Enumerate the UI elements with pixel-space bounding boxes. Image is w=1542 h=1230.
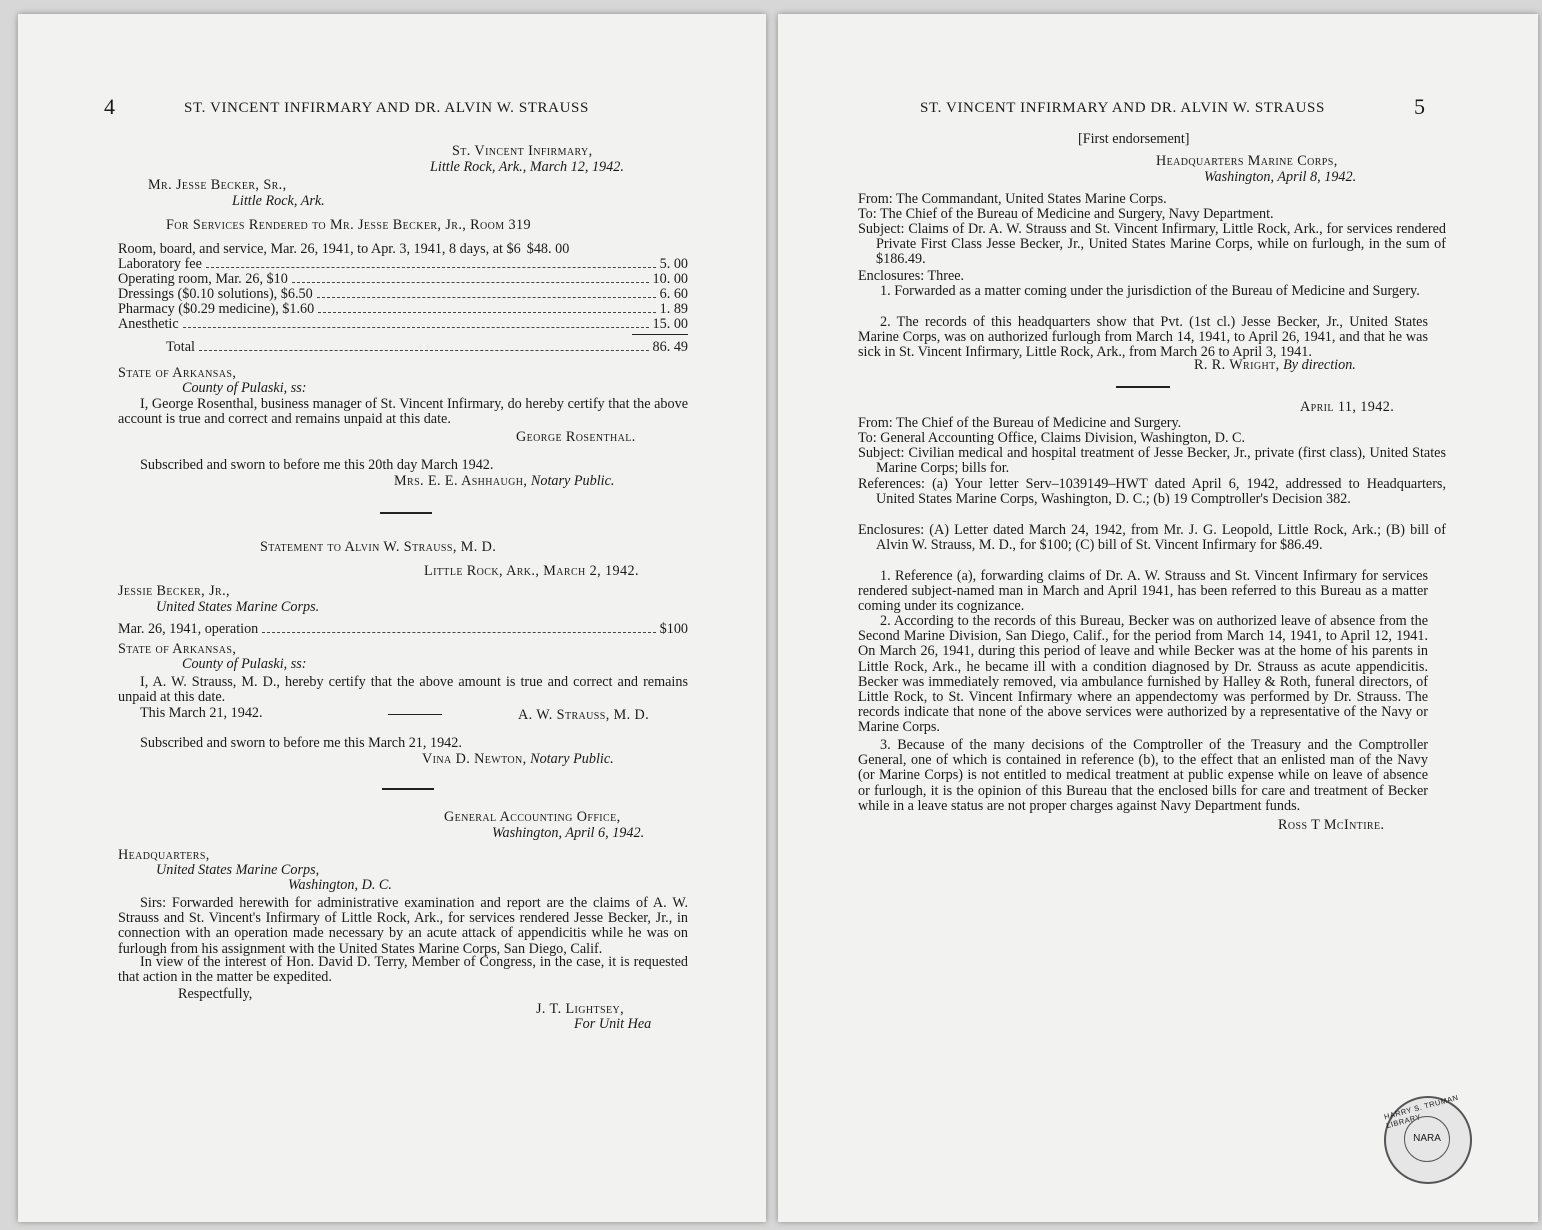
endorsement-label: [First endorsement] bbox=[1078, 131, 1190, 147]
bill-item: Dressings ($0.10 solutions), $6.50 6. 60 bbox=[118, 286, 688, 302]
running-head: ST. VINCENT INFIRMARY AND DR. ALVIN W. STRAUSS bbox=[184, 100, 589, 116]
bill-item: Anesthetic 15. 00 bbox=[118, 316, 688, 332]
endorsement-hq-place-date: Washington, April 8, 1942. bbox=[1204, 169, 1357, 185]
endorsement-to: To: The Chief of the Bureau of Medicine and Surgery, Navy Department. bbox=[858, 206, 1274, 222]
gao-to-line3: Washington, D. C. bbox=[288, 877, 392, 893]
library-stamp bbox=[1383, 1092, 1472, 1184]
gao-closing: Respectfully, bbox=[178, 986, 253, 1002]
gao-from-place-date: Washington, April 6, 1942. bbox=[492, 825, 645, 841]
bill-item: Room, board, and service, Mar. 26, 1941, to Apr. 3, 1941, 8 days, at $6 $48. 00 bbox=[118, 241, 570, 257]
bill-sworn: Subscribed and sworn to before me this 20th day March 1942. bbox=[140, 457, 494, 473]
statement-county: County of Pulaski, ss: bbox=[182, 656, 307, 672]
bill-signature: George Rosenthal. bbox=[516, 429, 636, 445]
bill-certification: I, George Rosenthal, business manager of St. Vincent Infirmary, do hereby certify that the above account is true and correct and remains unpaid at this date. bbox=[118, 396, 688, 428]
endorsement-signature: R. R. Wright, By direction. bbox=[1194, 357, 1356, 373]
statement-patient-name: Jessie Becker, Jr., bbox=[118, 583, 230, 599]
sum-rule bbox=[632, 334, 688, 335]
endorsement-from: From: The Commandant, United States Marine Corps. bbox=[858, 191, 1167, 207]
bumed-references: References: (a) Your letter Serv–1039149–HWT dated April 6, 1942, addressed to Headquarters, United States Marine Corps, Washington, D. C.; (b) 19 Comptroller's Decision 382. bbox=[858, 476, 1446, 508]
signature-rule bbox=[388, 714, 442, 715]
bumed-para1: 1. Reference (a), forwarding claims of Dr. A. W. Strauss and St. Vincent Infirmary for services rendered subject-named man in March and April 1941, has been referred to this Bureau as a matter coming under its cognizance. bbox=[858, 568, 1428, 615]
statement-patient-unit: United States Marine Corps. bbox=[156, 599, 320, 615]
gao-body2: In view of the interest of Hon. David D. Terry, Member of Congress, in the case, it is requested that action in the matter be expedited. bbox=[118, 954, 688, 986]
page-number: 4 bbox=[104, 94, 115, 119]
statement-heading: Statement to Alvin W. Strauss, M. D. bbox=[260, 539, 497, 555]
bumed-enclosures: Enclosures: (A) Letter dated March 24, 1942, from Mr. J. G. Leopold, Little Rock, Ark.; (B) bill of Alvin W. Strauss, M. D., for $100; (C) bill of St. Vincent Infirmary for $86.49. bbox=[858, 522, 1446, 554]
right-page bbox=[778, 14, 1538, 1222]
bumed-para2: 2. According to the records of this Bureau, Becker was on authorized leave of absence from the Second Marine Division, San Diego, Calif., for the period from March 14, 1941, to April 12, 1941. On March 26, 1941, during this period of leave and while Becker was at the home of his parents in Little Rock, Ark., he became ill with a condition diagnosed by Dr. Strauss as acute appendicitis. Becker was immediately removed, via ambulance furnished by Halley & Roth, funeral directors, of Little Rock, to St. Vincent Infirmary where an appendectomy was performed by Dr. Strauss. The records indicate that none of the above services were authorized by a representative of the Navy or Marine Corps. bbox=[858, 613, 1428, 736]
bill-item: Pharmacy ($0.29 medicine), $1.60 1. 89 bbox=[118, 301, 688, 317]
bill-item: Operating room, Mar. 26, $10 10. 00 bbox=[118, 271, 688, 287]
statement-state: State of Arkansas, bbox=[118, 641, 237, 657]
page-number: 5 bbox=[1414, 94, 1425, 119]
bill-county: County of Pulaski, ss: bbox=[182, 380, 307, 396]
statement-signature: A. W. Strauss, M. D. bbox=[518, 707, 650, 723]
gao-signature: J. T. Lightsey, bbox=[536, 1001, 625, 1017]
gao-body1: Sirs: Forwarded herewith for administrative examination and report are the claims of A. W. Strauss and St. Vincent's Infirmary of Little Rock, Ark., for services rendered Jesse Becker, Jr., in connection with an operation made necessary by an acute attack of appendicitis while he was on furlough from his assignment with the United States Marine Corps, San Diego, Calif. bbox=[118, 895, 688, 957]
endorsement-para1: 1. Forwarded as a matter coming under the jurisdiction of the Bureau of Medicine and Surgery. bbox=[880, 283, 1420, 299]
bill-addressee-name: Mr. Jesse Becker, Sr., bbox=[148, 177, 287, 193]
endorsement-para2: 2. The records of this headquarters show that Pvt. (1st cl.) Jesse Becker, Jr., United States Marine Corps, was on authorized furlough from March 14, 1941, to April 26, 1941, and that he was sick in St. Vincent Infirmary, Little Rock, Ark., from March 26 to April 3, 1941. bbox=[858, 314, 1428, 361]
statement-item: Mar. 26, 1941, operation $100 bbox=[118, 621, 688, 637]
bumed-to: To: General Accounting Office, Claims Division, Washington, D. C. bbox=[858, 430, 1246, 446]
running-head: ST. VINCENT INFIRMARY AND DR. ALVIN W. STRAUSS bbox=[920, 100, 1325, 116]
bill-notary: Mrs. E. E. Ashhaugh, Notary Public. bbox=[394, 473, 615, 489]
bill-letterhead-name: St. Vincent Infirmary, bbox=[452, 143, 593, 159]
stamp-ring-text: HARRY S. TRUMAN LIBRARY bbox=[1383, 1092, 1460, 1131]
bill-state: State of Arkansas, bbox=[118, 365, 237, 381]
bill-letterhead-place-date: Little Rock, Ark., March 12, 1942. bbox=[430, 159, 624, 175]
statement-sworn: Subscribed and sworn to before me this March 21, 1942. bbox=[140, 735, 462, 751]
statement-place-date: Little Rock, Ark., March 2, 1942. bbox=[424, 563, 639, 579]
gao-from-name: General Accounting Office, bbox=[444, 809, 621, 825]
section-divider bbox=[382, 788, 434, 790]
bill-total-row: Total 86. 49 bbox=[166, 339, 688, 355]
gao-to-line2: United States Marine Corps, bbox=[156, 862, 320, 878]
statement-certification: I, A. W. Strauss, M. D., hereby certify that the above amount is true and correct and remains unpaid at this date. bbox=[118, 674, 688, 706]
endorsement-subject: Subject: Claims of Dr. A. W. Strauss and St. Vincent Infirmary, Little Rock, Ark., for services rendered Private First Class Jesse Becker, Jr., United States Marine Corps, while on furlough, in the sum of $186.49. bbox=[858, 221, 1446, 268]
endorsement-enclosures: Enclosures: Three. bbox=[858, 268, 965, 284]
statement-date-line: This March 21, 1942. bbox=[140, 705, 263, 721]
bill-addressee-place: Little Rock, Ark. bbox=[232, 193, 325, 209]
bumed-date: April 11, 1942. bbox=[1300, 399, 1395, 415]
bumed-subject: Subject: Civilian medical and hospital treatment of Jesse Becker, Jr., private (first class), United States Marine Corps; bills for. bbox=[858, 445, 1446, 477]
bumed-from: From: The Chief of the Bureau of Medicine and Surgery. bbox=[858, 415, 1182, 431]
gao-to-line1: Headquarters, bbox=[118, 847, 210, 863]
left-page bbox=[18, 14, 766, 1222]
statement-notary: Vina D. Newton, Notary Public. bbox=[422, 751, 614, 767]
bill-item: Laboratory fee 5. 00 bbox=[118, 256, 688, 272]
section-divider bbox=[380, 512, 432, 514]
endorsement-hq-name: Headquarters Marine Corps, bbox=[1156, 153, 1338, 169]
gao-signature-title: For Unit Hea bbox=[574, 1016, 652, 1032]
section-divider bbox=[1116, 386, 1170, 388]
stamp-center-text: NARA bbox=[1404, 1116, 1450, 1162]
bumed-para3: 3. Because of the many decisions of the Comptroller of the Treasury and the Comptroller General, one of which is contained in reference (b), to the effect that an enlisted man of the Navy (or Marine Corps) is not entitled to medical treatment at public expense while on leave of absence or furlough, it is the opinion of this Bureau that the enclosed bills for care and treatment of Becker while in a leave status are not proper charges against Navy Department funds. bbox=[858, 737, 1428, 814]
bill-heading: For Services Rendered to Mr. Jesse Becker, Jr., Room 319 bbox=[166, 217, 531, 233]
bumed-signature: Ross T McIntire. bbox=[1278, 817, 1385, 833]
